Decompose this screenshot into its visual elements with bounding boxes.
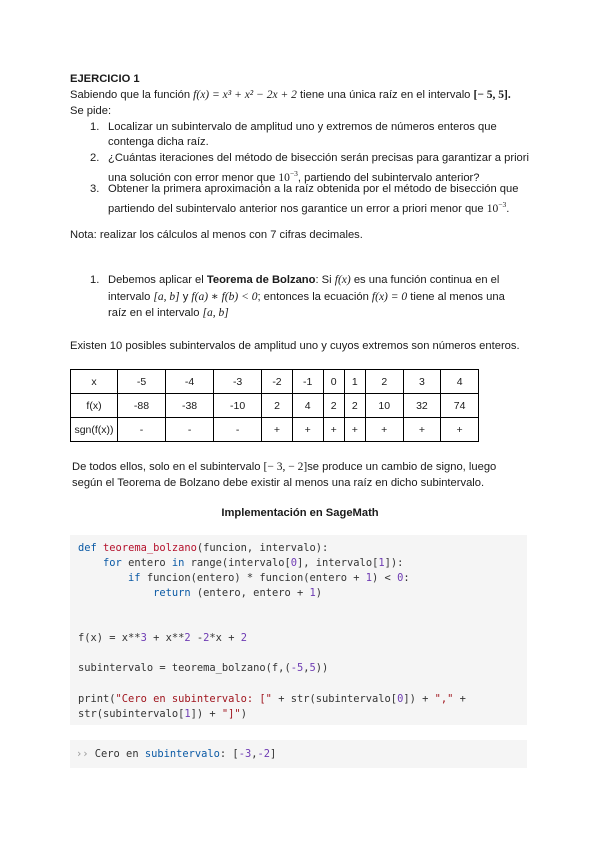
answer-2-text-b: ; entonces la ecuación: [257, 291, 369, 303]
answer-1-text-b: : Si: [315, 274, 332, 286]
item-3-power-base: 10: [486, 203, 499, 215]
item-3-line-2b: .: [506, 203, 510, 215]
if-n1: 1: [365, 572, 373, 584]
output-text-d: ]: [269, 748, 277, 760]
intro-text-a: Sabiendo que la función: [70, 89, 191, 101]
answer-1-text-c: es una función continua en el: [353, 274, 500, 286]
pr2-c: ): [240, 708, 247, 720]
se-pide: Se pide:: [70, 105, 112, 117]
table-cell: -3: [214, 370, 262, 394]
note-text: Nota: realizar los cálculos al menos con 7 cifras decimales.: [70, 229, 363, 241]
interval-text: [− 5, 5].: [473, 89, 511, 101]
code-line-print-1: [78, 692, 466, 707]
item-2-line-2b: , partiendo del subintervalo anterior?: [297, 172, 480, 184]
pr-d: +: [453, 693, 466, 705]
fx-n2c: 2: [240, 632, 247, 644]
fx-n2b: 2: [203, 632, 210, 644]
ret-n: 1: [309, 587, 316, 599]
code-line-fx: [78, 631, 247, 646]
answer-1-line-1: [108, 273, 499, 288]
answer-3-text-a: raíz en el intervalo: [108, 307, 200, 319]
if-a: funcion(entero) * funcion(entero +: [140, 572, 366, 584]
code-line-if: [78, 571, 410, 586]
conclusion-interval: [− 3, − 2]: [263, 461, 308, 473]
range-b: ], intervalo[: [297, 557, 379, 569]
pr-s1: "Cero en subintervalo: [": [115, 693, 272, 705]
values-table: [70, 369, 479, 442]
table-cell: +: [403, 418, 441, 442]
pr2-n1: 1: [184, 708, 191, 720]
kw-if: if: [128, 572, 141, 584]
table-cell: +: [365, 418, 403, 442]
implementation-heading: Implementación en SageMath: [221, 507, 379, 519]
output-line: [76, 747, 276, 762]
table-cell: -10: [214, 394, 262, 418]
table-cell: +: [344, 418, 365, 442]
kw-in: in: [171, 557, 185, 569]
fx-d: *x +: [209, 632, 241, 644]
fx-a: f(x) = x**: [78, 632, 141, 644]
item-1-line-1: Localizar un subintervalo de amplitud uno y extremos de números enteros que: [108, 121, 497, 133]
if-c: :: [403, 572, 410, 584]
answer-1-text-a: Debemos aplicar el: [108, 274, 204, 286]
table-cell: 2: [262, 394, 293, 418]
item-2-power-base: 10: [278, 172, 290, 184]
ret-a: (entero, entero +: [190, 587, 310, 599]
table-cell: 1: [344, 370, 365, 394]
item-3-line-1: Obtener la primera aproximación a la raíz obtenida por el método de bisección que: [108, 183, 519, 195]
answer-1-fx: f(x): [334, 274, 351, 286]
answer-2-product: f(a) ∗ f(b) < 0: [191, 291, 258, 303]
table-cell: 2: [344, 394, 365, 418]
pr2-b: ]) +: [190, 708, 222, 720]
pr-s2: ",": [434, 693, 454, 705]
table-cell: -5: [118, 370, 166, 394]
table-cell: -: [214, 418, 262, 442]
intro-line: [70, 88, 511, 103]
item-2-number: 2.: [90, 152, 100, 164]
item-3-number: 3.: [90, 183, 100, 195]
function-formula: f(x) = x³ + x² − 2x + 2: [193, 89, 297, 101]
item-3-power: [486, 200, 507, 215]
code-line-print-2: [78, 707, 247, 722]
answer-2-interval: [a, b]: [153, 291, 180, 303]
fx-n3: 3: [140, 632, 147, 644]
output-text-a: Cero en: [94, 748, 145, 760]
item-3-power-exp: −3: [498, 200, 507, 209]
table-row-header: f(x): [71, 394, 118, 418]
for-rest: entero: [121, 557, 172, 569]
item-1-line-2: contenga dicha raíz.: [108, 136, 209, 148]
table-cell: 10: [365, 394, 403, 418]
answer-2-text-c: tiene al menos una: [410, 291, 505, 303]
range-n1: 1: [378, 557, 385, 569]
table-cell: +: [262, 418, 293, 442]
item-2-power-exp: −3: [289, 169, 298, 178]
bolzano-theorem-label: Teorema de Bolzano: [206, 274, 316, 286]
answer-1-line-2: [108, 290, 505, 305]
ret-b: ): [315, 587, 323, 599]
item-3-line-2a: partiendo del subintervalo anterior nos garantice un error a priori menor que: [108, 203, 484, 215]
fx-n2: 2: [184, 632, 191, 644]
table-row: [71, 394, 479, 418]
conclusion-text-b: se produce un cambio de signo, luego: [307, 461, 497, 473]
code-line-return: [78, 586, 322, 601]
table-cell: 0: [323, 370, 344, 394]
sub-c: )): [315, 662, 329, 674]
pr2-s: "]": [221, 708, 241, 720]
output-prompt-icon: ››: [76, 748, 89, 760]
answer-2-y: y: [182, 291, 189, 303]
output-n2: -2: [257, 748, 270, 760]
sub-b: ,: [303, 662, 310, 674]
item-1-number: 1.: [90, 121, 100, 133]
conclusion-text-a: De todos ellos, solo en el subintervalo: [72, 461, 261, 473]
pr-c: ]) +: [403, 693, 435, 705]
pr-a: print(: [78, 693, 116, 705]
table-cell: 4: [441, 370, 479, 394]
answer-3-interval: [a, b]: [202, 307, 229, 319]
exercise-title: EJERCICIO 1: [70, 73, 140, 85]
kw-for: for: [103, 557, 122, 569]
table-cell: +: [441, 418, 479, 442]
table-row: [71, 370, 479, 394]
range-a: range(intervalo[: [184, 557, 291, 569]
table-cell: -1: [292, 370, 323, 394]
table-row-header: sgn(f(x)): [71, 418, 118, 442]
fx-c: -: [190, 632, 204, 644]
table-cell: +: [292, 418, 323, 442]
code-line-def: [78, 541, 328, 556]
table-cell: 2: [365, 370, 403, 394]
item-2-line-2a: una solución con error menor que: [108, 172, 276, 184]
table-row: [71, 418, 479, 442]
intro-text-b: tiene una única raíz en el intervalo: [300, 89, 471, 101]
if-n0: 0: [397, 572, 404, 584]
table-cell: -2: [262, 370, 293, 394]
answer-2-equation: f(x) = 0: [371, 291, 408, 303]
item-2-line-1: ¿Cuántas iteraciones del método de bisección serán precisas para garantizar a priori: [108, 152, 529, 164]
table-row-header: x: [71, 370, 118, 394]
output-keyword: subintervalo: [144, 748, 220, 760]
output-text-c: ,: [251, 748, 258, 760]
sub-a: subintervalo = teorema_bolzano(f,(: [78, 662, 291, 674]
code-line-subintervalo: [78, 661, 328, 676]
sub-n2: 5: [309, 662, 316, 674]
table-cell: 32: [403, 394, 441, 418]
table-cell: -: [118, 418, 166, 442]
sub-n1: -5: [290, 662, 304, 674]
conclusion-line-1: [72, 460, 496, 475]
existen-text: Existen 10 posibles subintervalos de amplitud uno y cuyos extremos son números enteros.: [70, 340, 520, 352]
table-cell: 2: [323, 394, 344, 418]
answer-2-text-a: intervalo: [108, 291, 151, 303]
pr-n0: 0: [397, 693, 404, 705]
table-cell: 3: [403, 370, 441, 394]
def-rest: (funcion, intervalo):: [196, 542, 329, 554]
kw-return: return: [153, 587, 191, 599]
table-cell: 4: [292, 394, 323, 418]
table-cell: -4: [166, 370, 214, 394]
fn-name: teorema_bolzano: [103, 542, 197, 554]
range-c: ]):: [384, 557, 404, 569]
fx-b: + x**: [146, 632, 185, 644]
table-cell: -38: [166, 394, 214, 418]
item-3-line-2: [108, 197, 509, 217]
output-text-b: : [: [219, 748, 239, 760]
table-cell: -: [166, 418, 214, 442]
table-cell: 74: [441, 394, 479, 418]
kw-def: def: [78, 542, 97, 554]
code-line-for: [78, 556, 403, 571]
if-b: ) <: [372, 572, 398, 584]
answer-1-line-3: [108, 306, 229, 321]
answer-1-number: 1.: [90, 274, 100, 286]
pr-b: + str(subintervalo[: [271, 693, 398, 705]
conclusion-line-2: según el Teorema de Bolzano debe existir al menos una raíz en dicho subintervalo.: [72, 477, 485, 489]
range-n0: 0: [290, 557, 297, 569]
pr2-a: str(subintervalo[: [78, 708, 185, 720]
table-cell: +: [323, 418, 344, 442]
table-cell: -88: [118, 394, 166, 418]
output-n1: -3: [238, 748, 252, 760]
